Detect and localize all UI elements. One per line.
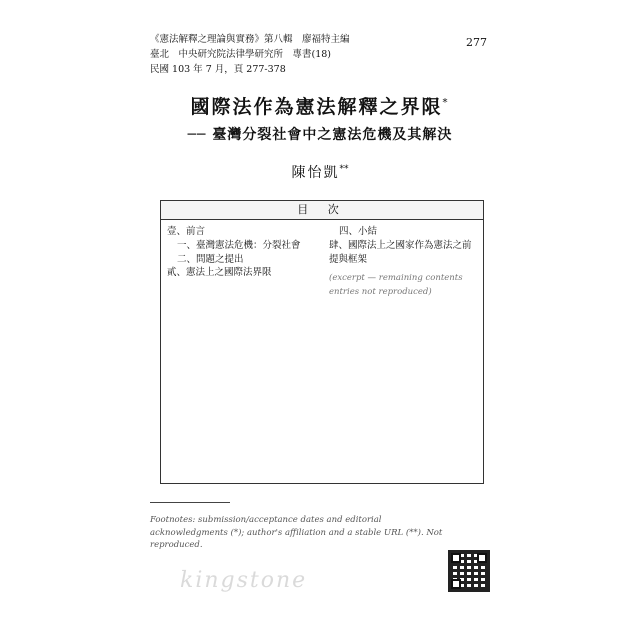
toc-subsection: 四、小結 [339, 226, 378, 237]
page-number: 277 [466, 36, 487, 49]
author-footnote-mark: ** [339, 164, 349, 175]
toc-excerpt-note: (excerpt — remaining contents entries not reproduced) [329, 273, 463, 298]
toc-columns [161, 221, 483, 481]
author-name: 陳怡凱 [291, 165, 340, 181]
article-title-text: 國際法作為憲法解釋之界限 [190, 96, 443, 118]
article-subtitle: ── 臺灣分裂社會中之憲法危機及其解決 [187, 127, 453, 143]
qr-finder-pattern [451, 579, 461, 589]
toc-section: 貳、憲法上之國際法界限 [167, 267, 272, 279]
footnote-divider [150, 502, 230, 503]
toc-section: 肆、國際法上之國家作為憲法之前提與框架 [329, 239, 472, 265]
article-title [0, 92, 640, 119]
toc-subsection: 二、問題之提出 [177, 253, 244, 265]
watermark: kingstone [180, 568, 308, 593]
toc-section: 壹、前言 [167, 226, 206, 237]
footnotes-summary: Footnotes: submission/acceptance dates and editorial acknowledgments (*); author's affiliation and a stable URL (**). Not reproduced. [150, 515, 443, 551]
qr-code-icon [448, 550, 490, 592]
qr-finder-pattern [477, 553, 487, 563]
publisher-line: 臺北 中央研究院法律學研究所 專書(18) [150, 49, 332, 60]
running-header [150, 32, 350, 77]
toc-subsection: 一、臺灣憲法危機：分裂社會 [177, 239, 301, 251]
author-line [0, 162, 640, 182]
toc-right-column [329, 225, 477, 300]
series-line: 《憲法解釋之理論與實務》第八輯 廖福特主編 [150, 34, 350, 45]
table-of-contents [160, 200, 484, 484]
title-footnote-mark: * [442, 97, 450, 109]
date-pages-line: 民國 103 年 7 月，頁 277-378 [150, 64, 286, 75]
qr-finder-pattern [451, 553, 461, 563]
toc-heading: 目 次 [161, 201, 483, 220]
toc-left-column [167, 225, 315, 280]
